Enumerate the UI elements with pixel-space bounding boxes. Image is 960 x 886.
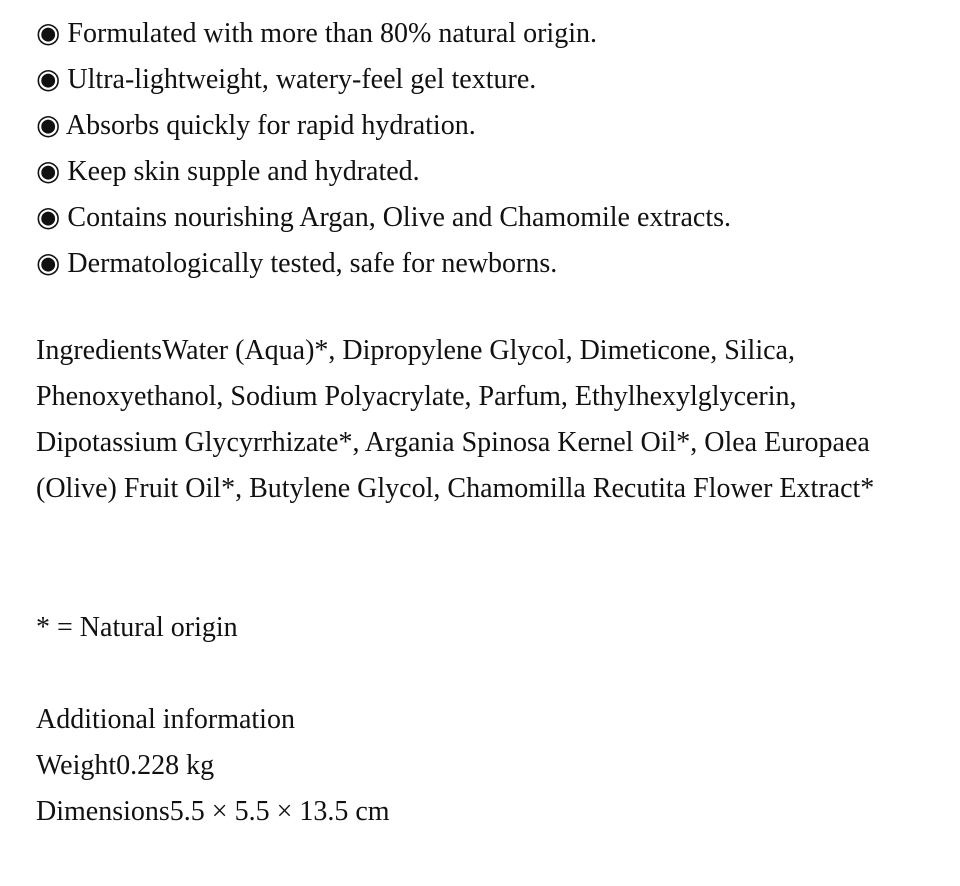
- natural-origin-note: * = Natural origin: [36, 612, 238, 643]
- feature-list: [36, 11, 920, 287]
- feature-item: ◉ Ultra-lightweight, watery-feel gel texture.: [36, 64, 537, 95]
- feature-item: ◉ Absorbs quickly for rapid hydration.: [36, 110, 476, 141]
- ingredients-text: Water (Aqua)*, Dipropylene Glycol, Dimeticone, Silica, Phenoxyethanol, Sodium Polyacrylate, Parfum, Ethylhexylglycerin, Dipotassium Glycyrrhizate*, Argania Spinosa Kernel Oil*, Olea Europaea (Olive) Fruit Oil*, Butylene Glycol, Chamomilla Recutita Flower Extract*: [36, 335, 875, 504]
- feature-item: ◉ Contains nourishing Argan, Olive and Chamomile extracts.: [36, 202, 732, 233]
- weight-label: Weight: [36, 750, 117, 781]
- additional-information: [36, 697, 920, 835]
- dimensions-value: 5.5 × 5.5 × 13.5 cm: [169, 796, 390, 827]
- ingredients-label: Ingredients: [36, 335, 162, 366]
- feature-item: ◉ Dermatologically tested, safe for newborns.: [36, 248, 558, 279]
- additional-information-heading: Additional information: [36, 704, 295, 735]
- dimensions-row: [36, 789, 920, 835]
- weight-value: 0.228 kg: [116, 750, 215, 781]
- ingredients-paragraph: [36, 328, 920, 512]
- weight-row: [36, 743, 920, 789]
- feature-item: ◉ Formulated with more than 80% natural origin.: [36, 18, 597, 49]
- dimensions-label: Dimensions: [36, 796, 170, 827]
- feature-item: ◉ Keep skin supple and hydrated.: [36, 156, 420, 187]
